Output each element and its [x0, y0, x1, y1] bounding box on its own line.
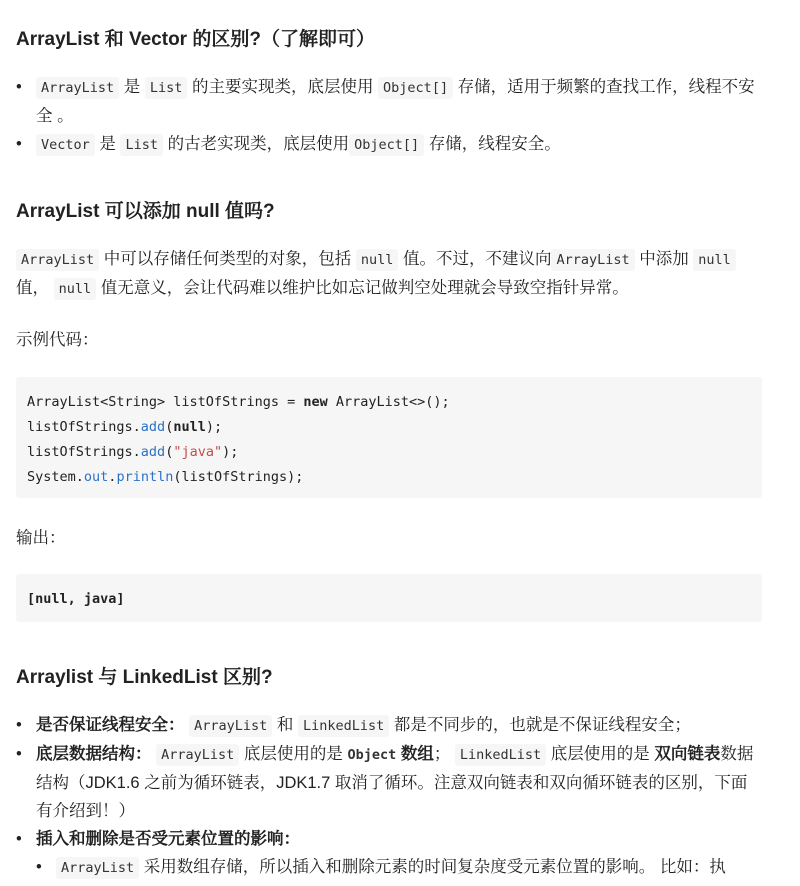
text: 都是不同步的，也就是不保证线程安全；: [393, 716, 691, 734]
inline-code: Object: [347, 747, 397, 763]
text: 值无意义，会让代码难以维护比如忘记做判空处理就会导致空指针异常。: [100, 279, 629, 297]
inline-code: ArrayList: [551, 249, 634, 271]
text: 值。不过，不建议向: [402, 250, 552, 268]
inline-code: ArrayList: [36, 77, 119, 99]
inline-code: Vector: [36, 134, 95, 156]
code-block: ArrayList<String> listOfStrings = new ArrayList<>(); listOfStrings.add(null); listOfStrings.add("java"); System.out.println(listOfStrings);: [16, 377, 762, 498]
heading-linkedlist: Arraylist 与 LinkedList 区别?: [16, 667, 273, 688]
bold-text: 插入和删除是否受元素位置的影响：: [36, 830, 300, 848]
list-item: [16, 711, 762, 740]
text: 存储，适用于频繁的查找工作，线程不安全 。: [36, 78, 755, 125]
bold-text: 是否保证线程安全：: [36, 716, 185, 734]
inline-code: ArrayList: [156, 744, 239, 766]
inline-code: ArrayList: [189, 715, 272, 737]
text: 底层使用的是: [243, 745, 343, 763]
inline-code: ArrayList: [16, 249, 99, 271]
inline-code: null: [693, 249, 736, 271]
text: ；: [433, 745, 451, 763]
list-item: [16, 130, 762, 159]
null-paragraph: [16, 245, 762, 303]
text: 和: [276, 716, 294, 734]
inline-code: null: [54, 278, 97, 300]
output-label: 输出：: [16, 529, 66, 547]
list-item: [16, 740, 762, 825]
inline-code: List: [145, 77, 188, 99]
vector-list: [16, 73, 762, 159]
text: 中添加: [639, 250, 689, 268]
bold-text: 底层数据结构：: [36, 745, 152, 763]
text: 的古老实现类，底层使用: [167, 135, 350, 153]
inline-code: Object[]: [349, 134, 424, 156]
text: 中可以存储任何类型的对象，包括: [103, 250, 352, 268]
linkedlist-list: [16, 711, 762, 882]
inline-code: LinkedList: [455, 744, 546, 766]
heading-vector: ArrayList 和 Vector 的区别?（了解即可）: [16, 29, 375, 50]
text: 存储，线程安全。: [428, 135, 561, 153]
bold-text: 数组: [400, 745, 434, 763]
list-item: [16, 825, 762, 853]
list-item: [16, 853, 762, 882]
example-label: 示例代码：: [16, 331, 99, 349]
inline-code: LinkedList: [298, 715, 389, 737]
inline-code: null: [356, 249, 399, 271]
heading-null: ArrayList 可以添加 null 值吗?: [16, 201, 275, 222]
inline-code: ArrayList: [56, 857, 139, 879]
output-block: [null, java]: [16, 574, 762, 622]
bold-text: 双向链表: [654, 745, 721, 763]
inline-code: List: [120, 134, 163, 156]
text: 是: [99, 135, 116, 153]
text: 是: [123, 78, 141, 96]
text: 数据结构（JDK1.6 之前为循环链表，JDK1.7 取消了循环。注意双向链表和双向循环链表的区别，下面有介绍到！）: [36, 745, 754, 820]
list-item: [16, 73, 762, 130]
text: 的主要实现类，底层使用: [191, 78, 374, 96]
text: 采用数组存储，所以插入和删除元素的时间复杂度受元素位置的影响。 比如：执: [143, 858, 726, 876]
text: 底层使用的是: [550, 745, 650, 763]
text: 值，: [16, 279, 49, 297]
inline-code: Object[]: [378, 77, 453, 99]
